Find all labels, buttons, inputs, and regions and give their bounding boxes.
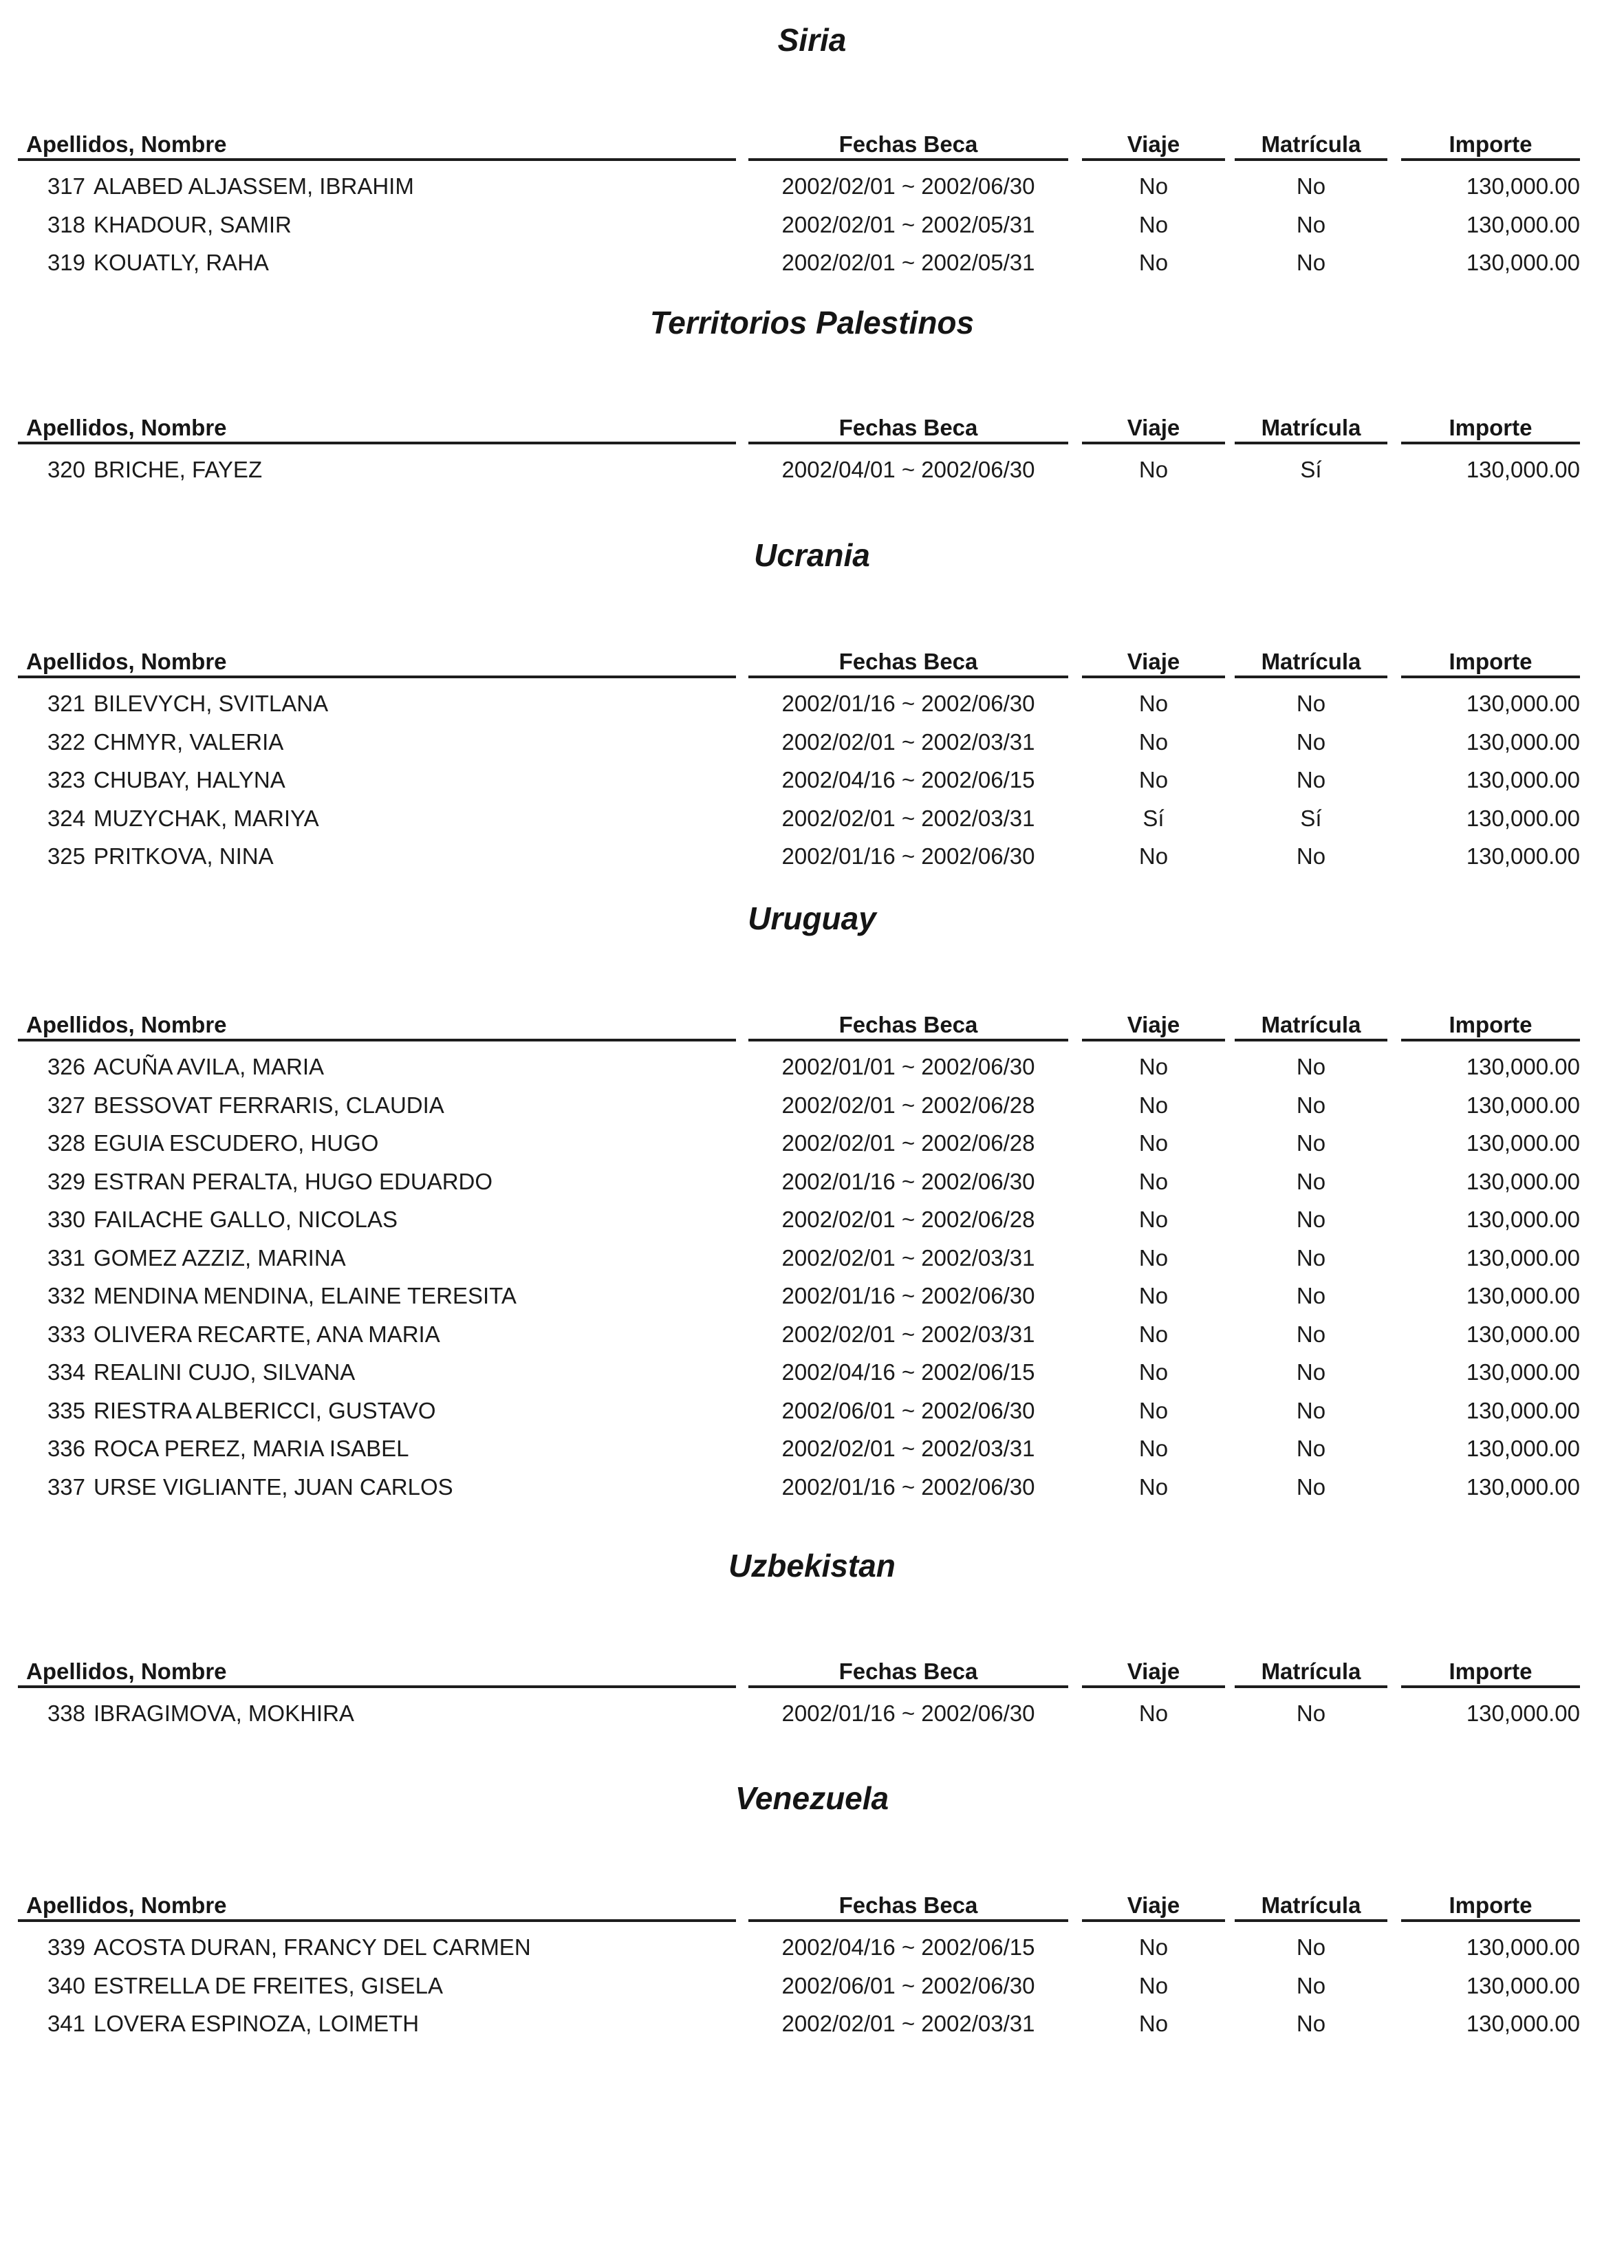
applicant-name: ALABED ALJASSEM, IBRAHIM (94, 173, 414, 199)
column-header-viaje: Viaje (1082, 131, 1225, 161)
row-number: 334 (47, 1359, 85, 1385)
scholarship-dates: 2002/02/01 ~ 2002/03/31 (781, 1321, 1035, 1347)
amount: 130,000.00 (1466, 2011, 1580, 2036)
table-row (0, 453, 1624, 487)
column-header-dates: Fechas Beca (748, 414, 1068, 444)
column-header-matricula: Matrícula (1235, 414, 1387, 444)
scholarship-dates: 2002/02/01 ~ 2002/05/31 (781, 211, 1035, 237)
amount: 130,000.00 (1466, 1700, 1580, 1726)
applicant-name: REALINI CUJO, SILVANA (94, 1359, 356, 1385)
enrollment-flag: No (1296, 1359, 1326, 1385)
scholarship-dates: 2002/02/01 ~ 2002/03/31 (781, 728, 1035, 755)
travel-flag: Sí (1143, 805, 1165, 831)
scholarship-dates: 2002/04/16 ~ 2002/06/15 (781, 767, 1035, 792)
table-row (0, 1696, 1624, 1731)
applicant-name: ESTRAN PERALTA, HUGO EDUARDO (94, 1168, 493, 1194)
table-header (0, 1658, 1624, 1688)
enrollment-flag: No (1296, 843, 1326, 869)
table-row (0, 246, 1624, 280)
scholarship-dates: 2002/02/01 ~ 2002/06/28 (781, 1207, 1035, 1232)
applicant-name: IBRAGIMOVA, MOKHIRA (94, 1700, 354, 1726)
column-header-name: Apellidos, Nombre (18, 1011, 736, 1041)
enrollment-flag: No (1296, 1092, 1326, 1118)
travel-flag: No (1138, 211, 1169, 237)
enrollment-flag: Sí (1300, 457, 1322, 482)
column-header-dates: Fechas Beca (748, 1892, 1068, 1922)
table-row (0, 1088, 1624, 1123)
table-row (0, 687, 1624, 721)
column-header-matricula: Matrícula (1235, 648, 1387, 678)
scholarship-dates: 2002/04/16 ~ 2002/06/15 (781, 1934, 1035, 1960)
row-number: 330 (47, 1207, 85, 1232)
amount: 130,000.00 (1466, 1972, 1580, 1998)
scholarship-dates: 2002/02/01 ~ 2002/05/31 (781, 250, 1035, 275)
column-header-matricula: Matrícula (1235, 1658, 1387, 1688)
applicant-name: ESTRELLA DE FREITES, GISELA (94, 1972, 444, 1998)
enrollment-flag: No (1296, 1436, 1326, 1461)
scholarship-dates: 2002/02/01 ~ 2002/03/31 (781, 805, 1035, 831)
applicant-name: LOVERA ESPINOZA, LOIMETH (94, 2011, 420, 2036)
applicant-name: MENDINA MENDINA, ELAINE TERESITA (94, 1283, 517, 1308)
table-row (0, 725, 1624, 759)
row-number: 323 (47, 767, 85, 792)
amount: 130,000.00 (1466, 250, 1580, 275)
applicant-name: FAILACHE GALLO, NICOLAS (94, 1207, 398, 1232)
applicant-name: ACUÑA AVILA, MARIA (94, 1054, 324, 1079)
applicant-name: GOMEZ AZZIZ, MARINA (94, 1244, 346, 1271)
applicant-name: CHMYR, VALERIA (94, 728, 284, 755)
enrollment-flag: No (1296, 173, 1326, 199)
applicant-name: MUZYCHAK, MARIYA (94, 805, 319, 831)
scholarship-dates: 2002/06/01 ~ 2002/06/30 (781, 1972, 1035, 1998)
scholarship-dates: 2002/01/16 ~ 2002/06/30 (781, 691, 1035, 716)
enrollment-flag: No (1296, 1473, 1326, 1500)
table-row (0, 1432, 1624, 1466)
scholarship-dates: 2002/02/01 ~ 2002/03/31 (781, 2011, 1035, 2036)
travel-flag: No (1138, 1244, 1169, 1271)
travel-flag: No (1138, 1473, 1169, 1500)
column-header-name: Apellidos, Nombre (18, 648, 736, 678)
applicant-name: URSE VIGLIANTE, JUAN CARLOS (94, 1473, 453, 1500)
row-number: 339 (47, 1934, 85, 1960)
column-header-viaje: Viaje (1082, 1658, 1225, 1688)
row-number: 322 (47, 728, 85, 755)
row-number: 320 (47, 457, 85, 482)
scholarship-dates: 2002/04/01 ~ 2002/06/30 (781, 457, 1035, 482)
applicant-name: KHADOUR, SAMIR (94, 211, 292, 237)
applicant-name: KOUATLY, RAHA (94, 250, 269, 275)
scholarship-dates: 2002/01/16 ~ 2002/06/30 (781, 1283, 1035, 1308)
enrollment-flag: Sí (1300, 805, 1322, 831)
scholarship-dates: 2002/04/16 ~ 2002/06/15 (781, 1359, 1035, 1385)
table-row (0, 1317, 1624, 1352)
amount: 130,000.00 (1466, 1359, 1580, 1385)
amount: 130,000.00 (1466, 1283, 1580, 1308)
amount: 130,000.00 (1466, 1244, 1580, 1271)
column-header-matricula: Matrícula (1235, 1892, 1387, 1922)
amount: 130,000.00 (1466, 843, 1580, 869)
table-row (0, 169, 1624, 204)
applicant-name: PRITKOVA, NINA (94, 843, 274, 869)
table-header (0, 414, 1624, 444)
applicant-name: EGUIA ESCUDERO, HUGO (94, 1130, 379, 1156)
row-number: 326 (47, 1054, 85, 1079)
amount: 130,000.00 (1466, 457, 1580, 482)
column-header-importe: Importe (1401, 1011, 1580, 1041)
column-header-dates: Fechas Beca (748, 1011, 1068, 1041)
table-row (0, 1355, 1624, 1390)
travel-flag: No (1138, 173, 1169, 199)
travel-flag: No (1138, 1092, 1169, 1118)
column-header-dates: Fechas Beca (748, 131, 1068, 161)
table-row (0, 1969, 1624, 2003)
row-number: 317 (47, 173, 85, 199)
enrollment-flag: No (1296, 767, 1326, 792)
table-row (0, 1126, 1624, 1160)
row-number: 337 (47, 1473, 85, 1500)
enrollment-flag: No (1296, 1054, 1326, 1079)
row-number: 340 (47, 1972, 85, 1998)
travel-flag: No (1138, 1283, 1169, 1308)
applicant-name: OLIVERA RECARTE, ANA MARIA (94, 1321, 440, 1347)
column-header-importe: Importe (1401, 1892, 1580, 1922)
enrollment-flag: No (1296, 1244, 1326, 1271)
row-number: 338 (47, 1700, 85, 1726)
table-row (0, 1470, 1624, 1504)
amount: 130,000.00 (1466, 1092, 1580, 1118)
travel-flag: No (1138, 691, 1169, 716)
travel-flag: No (1138, 1168, 1169, 1194)
row-number: 325 (47, 843, 85, 869)
applicant-name: BILEVYCH, SVITLANA (94, 691, 329, 716)
column-header-importe: Importe (1401, 1658, 1580, 1688)
amount: 130,000.00 (1466, 691, 1580, 716)
amount: 130,000.00 (1466, 211, 1580, 237)
country-heading: Uruguay (748, 900, 876, 936)
country-heading: Siria (777, 22, 847, 58)
country-heading: Ucrania (754, 537, 870, 573)
amount: 130,000.00 (1466, 805, 1580, 831)
row-number: 336 (47, 1436, 85, 1461)
column-header-viaje: Viaje (1082, 1892, 1225, 1922)
amount: 130,000.00 (1466, 173, 1580, 199)
amount: 130,000.00 (1466, 1436, 1580, 1461)
applicant-name: ROCA PEREZ, MARIA ISABEL (94, 1436, 409, 1461)
table-row (0, 763, 1624, 797)
table-row (0, 1394, 1624, 1428)
enrollment-flag: No (1296, 1168, 1326, 1194)
scholarship-dates: 2002/02/01 ~ 2002/06/30 (781, 173, 1035, 199)
amount: 130,000.00 (1466, 728, 1580, 755)
table-row (0, 1930, 1624, 1965)
travel-flag: No (1138, 250, 1169, 275)
row-number: 318 (47, 211, 85, 237)
column-header-dates: Fechas Beca (748, 648, 1068, 678)
column-header-importe: Importe (1401, 131, 1580, 161)
travel-flag: No (1138, 1130, 1169, 1156)
amount: 130,000.00 (1466, 1934, 1580, 1960)
travel-flag: No (1138, 1972, 1169, 1998)
row-number: 332 (47, 1283, 85, 1308)
applicant-name: BRICHE, FAYEZ (94, 457, 263, 482)
scholarship-dates: 2002/01/16 ~ 2002/06/30 (781, 1700, 1035, 1726)
column-header-name: Apellidos, Nombre (18, 414, 736, 444)
enrollment-flag: No (1296, 2011, 1326, 2036)
row-number: 331 (47, 1244, 85, 1271)
row-number: 329 (47, 1168, 85, 1194)
table-header (0, 131, 1624, 161)
enrollment-flag: No (1296, 1283, 1326, 1308)
table-row (0, 839, 1624, 874)
enrollment-flag: No (1296, 691, 1326, 716)
scholarship-dates: 2002/02/01 ~ 2002/06/28 (781, 1092, 1035, 1118)
column-header-name: Apellidos, Nombre (18, 1658, 736, 1688)
amount: 130,000.00 (1466, 1207, 1580, 1232)
scholarship-dates: 2002/06/01 ~ 2002/06/30 (781, 1397, 1035, 1423)
enrollment-flag: No (1296, 1397, 1326, 1423)
amount: 130,000.00 (1466, 1054, 1580, 1079)
column-header-name: Apellidos, Nombre (18, 131, 736, 161)
table-row (0, 2007, 1624, 2041)
column-header-viaje: Viaje (1082, 414, 1225, 444)
travel-flag: No (1138, 728, 1169, 755)
enrollment-flag: No (1296, 1700, 1326, 1726)
enrollment-flag: No (1296, 1207, 1326, 1232)
amount: 130,000.00 (1466, 767, 1580, 792)
column-header-importe: Importe (1401, 414, 1580, 444)
enrollment-flag: No (1296, 1934, 1326, 1960)
row-number: 327 (47, 1092, 85, 1118)
applicant-name: RIESTRA ALBERICCI, GUSTAVO (94, 1397, 436, 1423)
travel-flag: No (1138, 1397, 1169, 1423)
travel-flag: No (1138, 1207, 1169, 1232)
column-header-matricula: Matrícula (1235, 1011, 1387, 1041)
column-header-importe: Importe (1401, 648, 1580, 678)
enrollment-flag: No (1296, 728, 1326, 755)
travel-flag: No (1138, 1359, 1169, 1385)
country-heading: Uzbekistan (728, 1548, 896, 1584)
column-header-viaje: Viaje (1082, 648, 1225, 678)
column-header-matricula: Matrícula (1235, 131, 1387, 161)
applicant-name: ACOSTA DURAN, FRANCY DEL CARMEN (94, 1934, 531, 1960)
travel-flag: No (1138, 1934, 1169, 1960)
travel-flag: No (1138, 843, 1169, 869)
row-number: 341 (47, 2011, 85, 2036)
table-row (0, 1279, 1624, 1313)
country-heading: Territorios Palestinos (649, 305, 975, 341)
enrollment-flag: No (1296, 1130, 1326, 1156)
enrollment-flag: No (1296, 1321, 1326, 1347)
enrollment-flag: No (1296, 211, 1326, 237)
applicant-name: BESSOVAT FERRARIS, CLAUDIA (94, 1092, 444, 1118)
table-row (0, 801, 1624, 836)
scholarship-dates: 2002/01/01 ~ 2002/06/30 (781, 1054, 1035, 1079)
table-row (0, 1241, 1624, 1275)
travel-flag: No (1138, 1321, 1169, 1347)
amount: 130,000.00 (1466, 1168, 1580, 1194)
travel-flag: No (1138, 767, 1169, 792)
travel-flag: No (1138, 1436, 1169, 1461)
amount: 130,000.00 (1466, 1130, 1580, 1156)
table-header (0, 1892, 1624, 1922)
table-row (0, 1165, 1624, 1199)
enrollment-flag: No (1296, 1972, 1326, 1998)
row-number: 319 (47, 250, 85, 275)
travel-flag: No (1138, 2011, 1169, 2036)
table-header (0, 648, 1624, 678)
table-row (0, 1202, 1624, 1237)
amount: 130,000.00 (1466, 1397, 1580, 1423)
table-row (0, 1050, 1624, 1084)
row-number: 333 (47, 1321, 85, 1347)
travel-flag: No (1138, 1054, 1169, 1079)
country-heading: Venezuela (735, 1780, 889, 1816)
scholarship-dates: 2002/02/01 ~ 2002/06/28 (781, 1130, 1035, 1156)
scholarship-dates: 2002/02/01 ~ 2002/03/31 (781, 1244, 1035, 1271)
travel-flag: No (1138, 457, 1169, 482)
row-number: 328 (47, 1130, 85, 1156)
row-number: 324 (47, 805, 85, 831)
applicant-name: CHUBAY, HALYNA (94, 767, 285, 792)
column-header-viaje: Viaje (1082, 1011, 1225, 1041)
column-header-name: Apellidos, Nombre (18, 1892, 736, 1922)
amount: 130,000.00 (1466, 1321, 1580, 1347)
travel-flag: No (1138, 1700, 1169, 1726)
table-row (0, 208, 1624, 242)
scholarship-dates: 2002/02/01 ~ 2002/03/31 (781, 1436, 1035, 1461)
scholarship-dates: 2002/01/16 ~ 2002/06/30 (781, 1168, 1035, 1194)
amount: 130,000.00 (1466, 1473, 1580, 1500)
column-header-dates: Fechas Beca (748, 1658, 1068, 1688)
scholarship-dates: 2002/01/16 ~ 2002/06/30 (781, 1473, 1035, 1500)
row-number: 321 (47, 691, 85, 716)
row-number: 335 (47, 1397, 85, 1423)
enrollment-flag: No (1296, 250, 1326, 275)
scholarship-dates: 2002/01/16 ~ 2002/06/30 (781, 843, 1035, 869)
table-header (0, 1011, 1624, 1041)
